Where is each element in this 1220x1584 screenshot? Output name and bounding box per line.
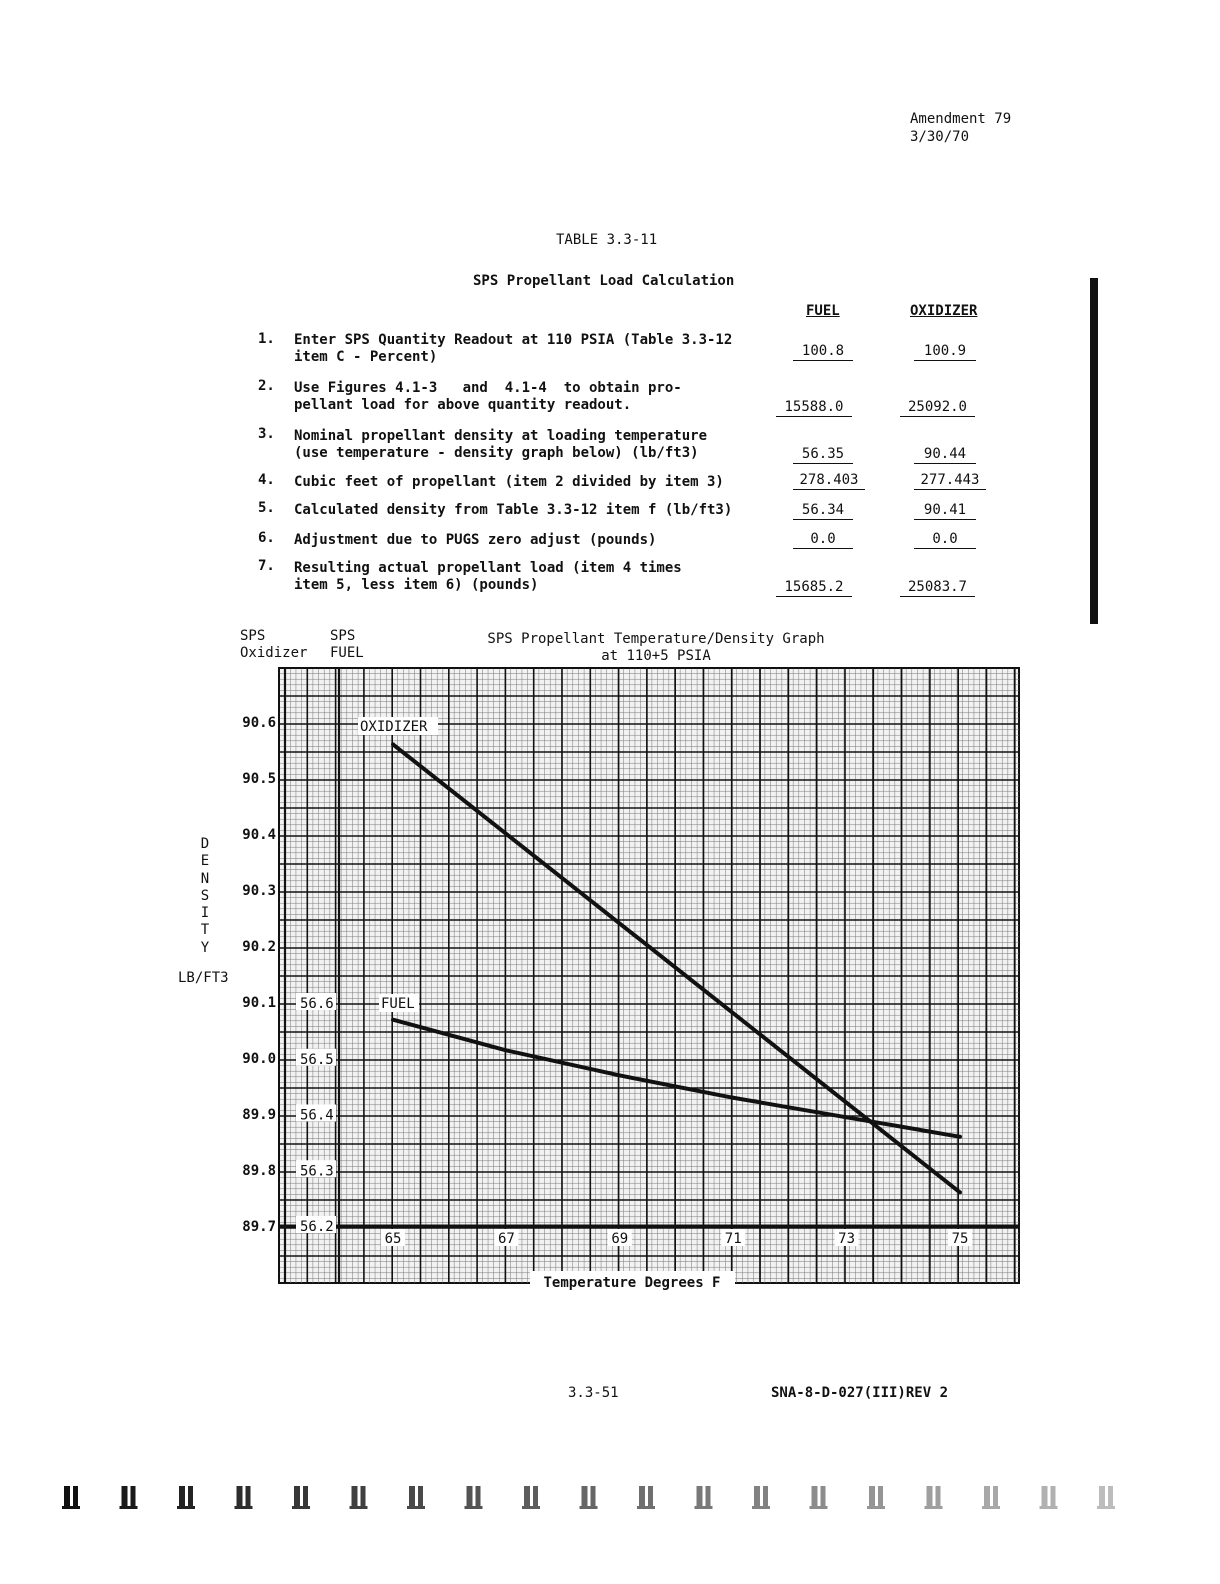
item-text-line1: Use Figures 4.1-3 and 4.1-4 to obtain pro- xyxy=(294,380,682,396)
document-number: SNA-8-D-027(III)REV 2 xyxy=(771,1385,949,1401)
edge-mark xyxy=(465,1486,483,1509)
fuel-tick-label: 56.2 xyxy=(300,1219,334,1235)
density-letter: I xyxy=(200,905,210,922)
oxidizer-tick-label: 90.4 xyxy=(242,827,276,843)
oxidizer-tick-label: 90.0 xyxy=(242,1051,276,1067)
series-point-oxidizer xyxy=(391,742,395,746)
edge-mark xyxy=(580,1486,598,1509)
x-tick-label: 67 xyxy=(497,1231,515,1247)
oxidizer-tick-label: 89.8 xyxy=(242,1163,276,1179)
density-letter: S xyxy=(200,887,210,904)
edge-mark xyxy=(752,1486,770,1509)
edge-mark xyxy=(1097,1486,1115,1509)
series-point-fuel xyxy=(731,1096,735,1100)
edge-mark xyxy=(695,1486,713,1509)
density-letter: N xyxy=(200,870,210,887)
table-id: TABLE 3.3-11 xyxy=(556,232,658,248)
oxidizer-value: 100.9 xyxy=(914,343,976,361)
oxidizer-value: 90.41 xyxy=(914,502,976,520)
edge-mark xyxy=(350,1486,368,1509)
graph-title-line1: SPS Propellant Temperature/Density Graph xyxy=(487,631,825,647)
item-text-line2: (use temperature - density graph below) (lb/ft3) xyxy=(294,445,699,461)
edge-mark xyxy=(292,1486,310,1509)
oxidizer-tick-label: 90.2 xyxy=(242,939,276,955)
series-point-fuel xyxy=(845,1115,849,1119)
oxidizer-tick-label: 89.7 xyxy=(242,1219,276,1235)
fuel-value: 15685.2 xyxy=(776,579,852,597)
oxidizer-value: 0.0 xyxy=(914,531,976,549)
item-text-line2: pellant load for above quantity readout. xyxy=(294,397,632,413)
fuel-value: 100.8 xyxy=(793,343,853,361)
column-oxidizer-header: OXIDIZER xyxy=(910,303,978,319)
oxidizer-tick-label: 90.6 xyxy=(242,715,276,731)
fuel-tick-label: 56.4 xyxy=(300,1107,334,1124)
density-unit: LB/FT3 xyxy=(178,970,229,986)
oxidizer-tick-label: 90.1 xyxy=(242,995,276,1011)
density-letter: Y xyxy=(200,939,210,956)
fuel-tick-label: 56.6 xyxy=(300,996,334,1012)
graph-title-line2: at 110+5 PSIA xyxy=(601,648,711,664)
item-text-line1: Enter SPS Quantity Readout at 110 PSIA (Table 3.3-12 xyxy=(294,332,733,348)
x-tick-label: 71 xyxy=(724,1231,742,1247)
edge-mark xyxy=(522,1486,540,1509)
oxidizer-value: 25083.7 xyxy=(900,579,975,597)
series-point-fuel xyxy=(618,1073,622,1077)
edge-mark xyxy=(1040,1486,1058,1509)
fuel-axis-head-line1: SPS xyxy=(330,628,356,644)
oxidizer-tick-label: 90.3 xyxy=(242,883,276,899)
fuel-value: 56.35 xyxy=(793,446,853,464)
amendment-number: Amendment 79 xyxy=(910,111,1012,127)
oxidizer-axis-head-line2: Oxidizer xyxy=(240,645,308,661)
density-letter: E xyxy=(200,853,210,870)
series-label-oxidizer: OXIDIZER xyxy=(360,719,428,735)
x-tick-label: 65 xyxy=(384,1231,402,1247)
edge-mark xyxy=(62,1486,80,1509)
x-tick-label: 69 xyxy=(611,1231,629,1247)
oxidizer-tick-label: 89.9 xyxy=(242,1107,276,1123)
series-point-oxidizer xyxy=(958,1190,962,1194)
edge-mark xyxy=(235,1486,253,1509)
fuel-axis-head-line2: FUEL xyxy=(330,645,364,661)
x-axis-label: Temperature Degrees F xyxy=(543,1275,721,1291)
oxidizer-value: 90.44 xyxy=(914,446,976,464)
density-letter: D xyxy=(200,836,210,852)
oxidizer-axis-head-line1: SPS xyxy=(240,628,266,644)
series-point-fuel xyxy=(391,1018,395,1022)
item-text-line1: Cubic feet of propellant (item 2 divided by item 3) xyxy=(294,474,724,490)
series-point-fuel xyxy=(504,1048,508,1052)
item-number: 4. xyxy=(258,472,275,488)
edge-mark xyxy=(407,1486,425,1509)
item-number: 3. xyxy=(258,426,275,442)
fuel-value: 278.403 xyxy=(793,472,865,490)
item-number: 7. xyxy=(258,558,275,574)
item-number: 6. xyxy=(258,530,275,546)
table-title: SPS Propellant Load Calculation xyxy=(473,273,735,289)
item-text-line1: Nominal propellant density at loading temperature xyxy=(294,428,708,444)
edge-mark xyxy=(637,1486,655,1509)
edge-mark xyxy=(867,1486,885,1509)
oxidizer-tick-label: 90.5 xyxy=(242,771,276,787)
series-point-fuel xyxy=(958,1135,962,1139)
edge-mark xyxy=(120,1486,138,1509)
fuel-value: 56.34 xyxy=(793,502,853,520)
page-number: 3.3-51 xyxy=(568,1385,619,1401)
x-tick-label: 75 xyxy=(951,1231,969,1247)
item-text-line2: item 5, less item 6) (pounds) xyxy=(294,577,539,593)
oxidizer-value: 25092.0 xyxy=(900,399,975,417)
edge-mark xyxy=(925,1486,943,1509)
item-text-line2: item C - Percent) xyxy=(294,349,438,365)
edge-mark xyxy=(177,1486,195,1509)
oxidizer-value: 277.443 xyxy=(914,472,986,490)
item-number: 5. xyxy=(258,500,275,516)
x-tick-label: 73 xyxy=(838,1231,856,1247)
density-letter: T xyxy=(200,922,210,939)
edge-mark xyxy=(810,1486,828,1509)
item-number: 2. xyxy=(258,378,275,394)
edge-mark xyxy=(982,1486,1000,1509)
fuel-value: 0.0 xyxy=(793,531,853,549)
fuel-tick-label: 56.3 xyxy=(300,1163,334,1180)
fuel-tick-label: 56.5 xyxy=(300,1051,334,1068)
amendment-date: 3/30/70 xyxy=(910,129,970,145)
item-number: 1. xyxy=(258,331,275,347)
series-label-fuel: FUEL xyxy=(381,996,415,1012)
item-text-line1: Calculated density from Table 3.3-12 item f (lb/ft3) xyxy=(294,502,733,518)
item-text-line1: Resulting actual propellant load (item 4 times xyxy=(294,560,682,576)
scan-edge-marks xyxy=(60,1484,1160,1514)
fuel-value: 15588.0 xyxy=(776,399,852,417)
column-fuel-header: FUEL xyxy=(806,303,840,319)
item-text-line1: Adjustment due to PUGS zero adjust (pounds) xyxy=(294,532,657,548)
